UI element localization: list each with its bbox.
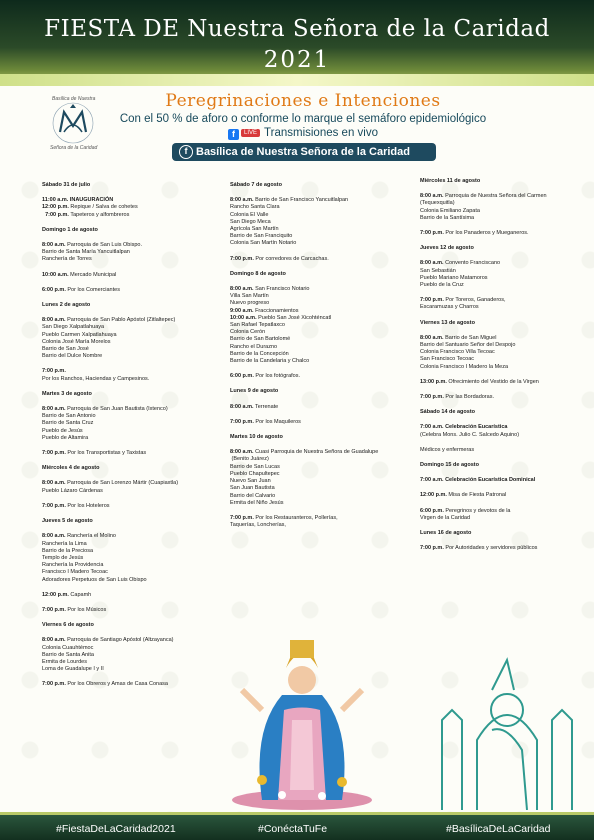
logo-text-bottom: Señora de la Caridad <box>50 145 98 151</box>
schedule-line: 10:00 a.m. Pueblo San José Xicohténcatl <box>230 314 332 321</box>
schedule-line: Ermita del Niño Jesús <box>230 499 284 506</box>
hashtag-fiesta: #FiestaDeLaCaridad2021 <box>56 823 176 835</box>
hashtag-basilica: #BasílicaDeLaCaridad <box>446 823 551 835</box>
schedule-line: San Juan Bautista <box>230 485 275 492</box>
basilica-logo <box>46 96 100 150</box>
schedule-line: Barrio de San José <box>42 346 89 353</box>
logo-text-top: Basílica de Nuestra <box>52 96 96 102</box>
schedule-line: 8:00 a.m. Parroquia de San Luis Obispo. <box>42 242 142 249</box>
schedule-line: 7:00 p.m. Por los Transportistas y Taxistas <box>42 450 147 457</box>
schedule-line: 12:00 p.m. Misa de Fiesta Patronal <box>420 492 507 499</box>
schedule-line: Barrio de Santa Cruz <box>42 420 94 427</box>
day-heading: Sábado 7 de agosto <box>230 182 282 188</box>
schedule-line: 7:00 p.m. Por los Panaderos y Mueganeros. <box>420 230 529 237</box>
schedule-line: Francisco I Madero Tecoac <box>42 569 108 576</box>
schedule-line: Barrio de la Preciosa <box>42 547 94 554</box>
schedule-line: 6:00 p.m. Peregrinos y devotos de la <box>420 507 511 514</box>
schedule-line: 8:00 a.m. Ranchería el Molino <box>42 533 116 540</box>
schedule-line: 8:00 a.m. Barrio de San Francisco Yancuitlalpan <box>230 197 349 204</box>
schedule-block <box>420 335 580 371</box>
page-year: 2021 <box>263 47 331 73</box>
schedule-line: Barrio del Santuario Señor del Despojo <box>420 342 516 349</box>
schedule-line: San Sebastián <box>420 267 456 274</box>
schedule-block <box>230 373 410 380</box>
schedule-block <box>420 508 580 522</box>
page-title: FIESTA DE Nuestra Señora de la Caridad <box>44 16 550 42</box>
schedule-block <box>42 480 217 494</box>
day-heading: Lunes 9 de agosto <box>230 388 279 395</box>
schedule-line: 12:00 p.m. Repique / Salva de cohetes <box>42 204 138 211</box>
day-heading: Sábado 31 de julio <box>42 182 91 188</box>
day-heading: Sábado 14 de agosto <box>420 409 476 416</box>
schedule-line: Pueblo de Altamira <box>42 434 89 441</box>
schedule-line: 7:00 a.m. Celebración Eucarística <box>420 424 508 431</box>
schedule-line: Colonia Emiliano Zapata <box>420 207 480 214</box>
day-heading: Miércoles 11 de agosto <box>420 178 481 184</box>
schedule-line: Rancho Santa Clara <box>230 204 280 211</box>
schedule-block <box>42 533 217 583</box>
facebook-page-link[interactable] <box>172 143 436 161</box>
schedule-line: Colonia Cerón <box>230 329 266 336</box>
schedule-block <box>230 286 410 365</box>
schedule-block <box>42 368 217 382</box>
capacity-note: Con el 50 % de aforo o conforme lo marque el semáforo epidemiológico <box>119 113 487 125</box>
subtitle: Peregrinaciones e Intenciones <box>165 91 441 111</box>
schedule-line: Ranchería de Torres <box>42 256 92 263</box>
day-heading: Domingo 8 de agosto <box>230 270 286 277</box>
day-heading: Martes 3 de agosto <box>42 390 92 397</box>
day-heading: Viernes 6 de agosto <box>42 622 94 629</box>
schedule-block <box>42 592 217 599</box>
schedule-line: San Francisco Tecoac <box>420 356 475 363</box>
schedule-block <box>420 394 580 401</box>
schedule-line: Pueblo Lázaro Cárdenas <box>42 487 103 494</box>
schedule-line: 8:00 a.m. Parroquia de San Pablo Apóstol (Zitlaltepec) <box>42 317 176 324</box>
schedule-line: 8:00 a.m. Barrio de San Miguel <box>420 334 497 341</box>
schedule-line: (Celebra Mons. Julio C. Salcedo Aquino) <box>420 431 520 438</box>
schedule-line: Pueblo de la Cruz <box>420 282 464 289</box>
schedule-line: Colonia San Martín Notario <box>230 240 297 247</box>
schedule-line: 6:00 p.m. Por los Comerciantes <box>42 286 120 293</box>
facebook-icon: f <box>228 129 239 140</box>
day-heading: Domingo 1 de agosto <box>42 226 98 233</box>
schedule-line: 11:00 a.m. INAUGURACIÓN <box>42 197 114 204</box>
schedule-line: Ranchería la Lima <box>42 540 87 547</box>
schedule-block <box>420 379 580 386</box>
day-heading: Lunes 16 de agosto <box>420 530 472 537</box>
schedule-block <box>42 287 217 294</box>
schedule-line: Agrícola San Martín <box>230 226 279 233</box>
virgin-statue-image <box>222 610 382 810</box>
schedule-line: San Rafael Tepatlaxco <box>230 322 285 329</box>
facebook-page-name: Basílica de Nuestra Señora de la Caridad <box>196 146 410 158</box>
day-heading: Domingo 15 de agosto <box>420 462 479 469</box>
schedule-block <box>42 272 217 279</box>
schedule-line: Ranchería la Providencia <box>42 562 104 569</box>
schedule-block <box>42 450 217 457</box>
schedule-line: Pueblo Carmen Xalpatlahuaya <box>42 331 117 338</box>
schedule-line: 10:00 a.m. Mercado Municipal <box>42 271 117 278</box>
schedule-line: 8:00 a.m. Parroquia de San Juan Bautista (Ixtenco) <box>42 406 168 413</box>
schedule-line: Colonia El Valle <box>230 211 269 218</box>
schedule-line: Barrio de San Lucas <box>230 463 280 470</box>
schedule-line: Taquerías, Loncherías, <box>230 522 286 529</box>
schedule-block <box>420 230 580 237</box>
schedule-block <box>42 637 217 673</box>
schedule-block <box>42 406 217 442</box>
schedule-line: Barrio de la Concepción <box>230 350 289 357</box>
schedule-line: 7:00 p.m. Por los Músicos <box>42 606 107 613</box>
schedule-line: San Diego Xalpatlahuaya <box>42 324 105 331</box>
schedule-line: Colonia Francisco I Madero la Meza <box>420 363 509 370</box>
schedule-block <box>230 419 410 426</box>
footer-bar <box>0 812 594 840</box>
schedule-line: Médicos y enfermeras <box>420 446 475 453</box>
schedule-line: 7:00 p.m. Por los Restauranteros, Pollerías, <box>230 514 338 521</box>
schedule-line: Nuevo San Juan <box>230 478 271 485</box>
schedule-line: Rancho el Durazno <box>230 343 278 350</box>
schedule-line: Barrio de la Candelaria y Chalco <box>230 358 310 365</box>
schedule-column-3 <box>420 178 580 561</box>
facebook-circle-icon: f <box>179 145 193 159</box>
schedule-line: Barrio del Dulce Nombre <box>42 353 103 360</box>
schedule-line: Colonia José María Morelos <box>42 338 111 345</box>
schedule-line: 8:00 a.m. Parroquia de Santiago Apóstol (Altzayanca) <box>42 637 174 644</box>
schedule-block <box>42 197 217 219</box>
day-heading: Miércoles 4 de agosto <box>42 465 100 472</box>
schedule-line: Barrio de San Antonio <box>42 413 96 420</box>
schedule-line: 8:00 a.m. San Francisco Notario <box>230 286 310 293</box>
schedule-block <box>420 260 580 289</box>
live-badge: LIVE <box>241 129 260 137</box>
schedule-line: Nuevo progreso <box>230 300 270 307</box>
schedule-block <box>420 545 580 552</box>
live-note <box>118 127 488 140</box>
schedule-line: 7:00 p.m. Por los Obreros y Amas de Casa Conasa <box>42 681 168 688</box>
schedule-line: Adoradores Perpetuos de San Luis Obispo <box>42 576 147 583</box>
schedule-line: Pueblo Mariano Matamoros <box>420 274 488 281</box>
day-heading: Viernes 13 de agosto <box>420 319 475 326</box>
schedule-line: 8:00 a.m. Parroquia de San Lorenzo Mártir (Cuapiaxtla) <box>42 480 179 487</box>
schedule-line: Barrio de Santa María Yancuitlalpan <box>42 249 130 256</box>
schedule-line: 7:00 p.m. Por las Bordadoras. <box>420 394 494 401</box>
schedule-block <box>420 424 580 438</box>
schedule-block <box>42 317 217 360</box>
day-heading: Jueves 5 de agosto <box>42 518 93 525</box>
schedule-line: 7:00 p.m. <box>42 368 66 375</box>
footer-accent <box>0 812 594 815</box>
schedule-line: Barrio de San Franciquito <box>230 233 293 240</box>
schedule-line: 13:00 p.m. Ofrecimiento del Vestido de la Virgen <box>420 378 539 385</box>
marian-monogram-icon <box>46 96 100 150</box>
header-banner <box>0 0 594 86</box>
schedule-block <box>230 197 410 247</box>
schedule-block <box>420 477 580 484</box>
schedule-line: Ermita de Lourdes <box>42 658 87 665</box>
schedule-line: Colonia Cuauhtémoc <box>42 644 94 651</box>
schedule-line: 7:00 p.m. Por Toreros, Ganaderos, <box>420 297 506 304</box>
live-text: Transmisiones en vivo <box>264 127 378 139</box>
schedule-line: 8:00 a.m. Convento Franciscano <box>420 260 501 267</box>
schedule-block <box>42 503 217 510</box>
hashtag-conecta: #ConéctaTuFe <box>258 823 328 835</box>
schedule-line: (Tequexquitla) <box>420 200 455 207</box>
schedule-line: Barrio de la Santísima <box>420 214 475 221</box>
schedule-block <box>42 681 217 688</box>
schedule-line: 12:00 p.m. Capamh <box>42 591 92 598</box>
schedule-line: Villa San Martín <box>230 293 269 300</box>
schedule-block <box>420 492 580 499</box>
schedule-line: (Benito Juárez) <box>230 456 269 463</box>
schedule-line: 9:00 a.m. Fraccionamientos <box>230 307 299 314</box>
basilica-outline-image <box>432 650 582 810</box>
schedule-line: San Diego Meca <box>230 218 271 225</box>
schedule-block <box>230 256 410 263</box>
schedule-line: 8:00 a.m. Terrenate <box>230 403 279 410</box>
schedule-line: Pueblo Chapultepec <box>230 470 280 477</box>
schedule-line: Escaramuzas y Charros <box>420 304 479 311</box>
schedule-line: 8:00 a.m. Parroquia de Nuestra Señora del Carmen <box>420 193 547 200</box>
schedule-line: Loma de Guadalupe I y II <box>42 666 104 673</box>
schedule-line: 7:00 p.m. Por los Maquileros <box>230 418 301 425</box>
schedule-line: 7:00 p.m. Tapeteros y alfombreros <box>45 211 130 218</box>
schedule-line: Templo de Jesús <box>42 554 84 561</box>
schedule-line: Barrio de San Bartolomé <box>230 336 291 343</box>
schedule-line: Virgen de la Caridad <box>420 514 471 521</box>
schedule-column-2 <box>230 182 410 537</box>
schedule-line: Barrio del Calvario <box>230 492 276 499</box>
header-band <box>0 74 594 86</box>
schedule-line: 6:00 p.m. Por los fotógrafos. <box>230 373 301 380</box>
schedule-block <box>42 607 217 614</box>
schedule-line: Colonia Francisco Villa Tecoac <box>420 349 495 356</box>
schedule-block <box>230 515 410 529</box>
schedule-line: Por los Ranchos, Haciendas y Campesinos. <box>42 375 150 382</box>
day-heading: Martes 10 de agosto <box>230 434 283 441</box>
schedule-line: 7:00 p.m. Por Autoridades y servidores públicos <box>420 545 538 552</box>
schedule-block <box>230 449 410 507</box>
schedule-block <box>230 404 410 411</box>
schedule-block <box>420 193 580 222</box>
schedule-line: 7:00 p.m. Por corredores de Carcachas. <box>230 255 329 262</box>
schedule-block <box>420 297 580 311</box>
day-heading: Jueves 12 de agosto <box>420 245 474 252</box>
schedule-line: 7:00 p.m. Por los Hoteleros <box>42 502 110 509</box>
schedule-column-1 <box>42 182 217 697</box>
schedule-line: Pueblo de Jesús <box>42 427 83 434</box>
schedule-line: Barrio de Santa Anita <box>42 651 94 658</box>
schedule-block <box>42 242 217 264</box>
day-heading: Lunes 2 de agosto <box>42 302 91 309</box>
schedule-line: 8:00 a.m. Cuasi Parroquia de Nuestra Señora de Guadalupe <box>230 449 379 456</box>
schedule-line: 7:00 a.m. Celebración Eucarística Dominical <box>420 477 536 484</box>
schedule-block <box>420 447 580 454</box>
